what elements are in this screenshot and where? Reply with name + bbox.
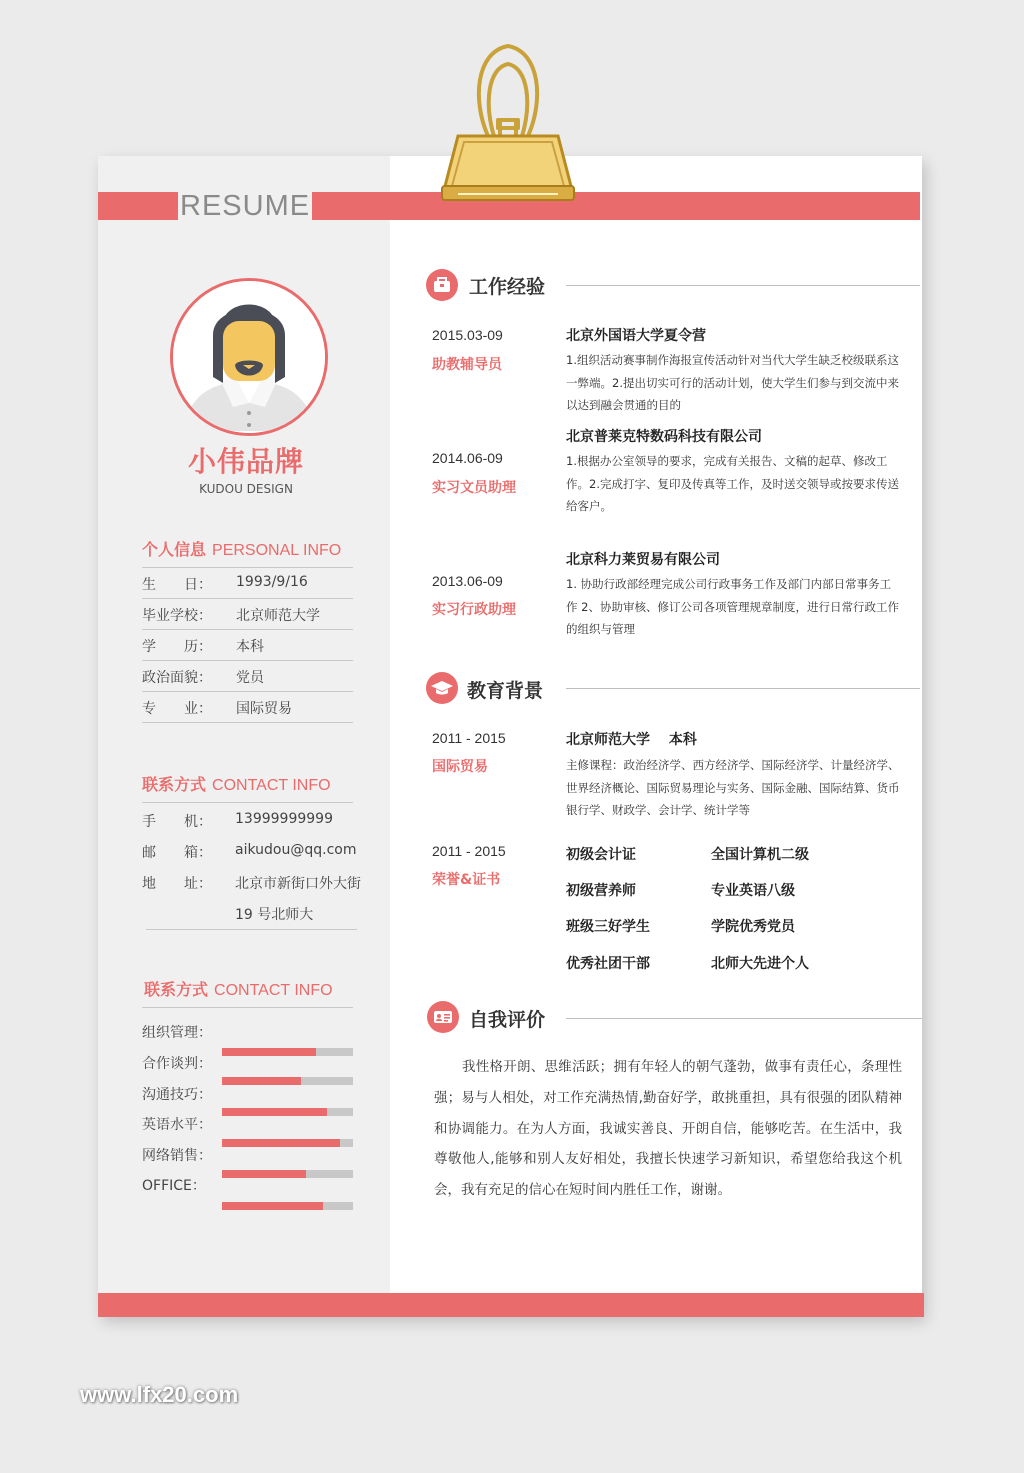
- info-row-birthday: [142, 568, 353, 599]
- skill-label: 网络销售：: [142, 1148, 212, 1164]
- skill-bar: [222, 1139, 353, 1147]
- self-evaluation-rule: [566, 1018, 922, 1019]
- header-accent-bar-right: [312, 192, 920, 220]
- info-value: 北京师范大学: [236, 608, 320, 624]
- skill-bar-fill: [222, 1048, 316, 1056]
- contact-info-heading: [142, 772, 331, 795]
- contact-key: 邮 箱：: [142, 845, 212, 861]
- work-title-rule: [566, 285, 920, 286]
- work-date: 2013.06-09: [432, 573, 503, 589]
- skill-bar: [222, 1048, 353, 1056]
- info-key: 专 业：: [142, 701, 212, 717]
- skill-label: 沟通技巧：: [142, 1087, 212, 1103]
- skill-label: 合作谈判：: [142, 1056, 212, 1072]
- info-value: 党员: [236, 670, 264, 686]
- education-date: 2011 - 2015: [432, 730, 506, 746]
- binder-clip-icon: [438, 40, 578, 212]
- contact-info-rule: [142, 802, 353, 803]
- honor-date: 2011 - 2015: [432, 843, 506, 859]
- contact-key: 地 址：: [142, 876, 212, 892]
- work-company: 北京外国语大学夏令营: [566, 328, 706, 344]
- education-title-rule: [566, 688, 920, 689]
- work-date: 2014.06-09: [432, 450, 503, 466]
- skill-bar-fill: [222, 1077, 301, 1085]
- avatar: [170, 278, 328, 436]
- contact-address-value: 北京市新街口外大街: [235, 876, 361, 892]
- info-row-political: [142, 661, 353, 692]
- cert-item: 初级会计证: [566, 847, 636, 863]
- avatar-illustration-icon: [173, 281, 325, 433]
- work-role: 助教辅导员: [432, 357, 502, 373]
- info-key: 毕业学校：: [142, 608, 212, 624]
- education-major: 国际贸易: [432, 759, 488, 775]
- info-row-major: [142, 692, 353, 723]
- work-title: 工作经验: [469, 276, 546, 298]
- site-watermark: www.lfx20.com: [80, 1382, 239, 1407]
- skill-bar: [222, 1108, 353, 1116]
- cert-item: 学院优秀党员: [711, 919, 795, 935]
- skill-label: 组织管理：: [142, 1025, 212, 1041]
- skills-title-en: CONTACT INFO: [214, 982, 333, 999]
- contact-info-title-cn: 联系方式: [142, 775, 207, 794]
- brand-subtitle: KUDOU DESIGN: [199, 482, 293, 496]
- skill-bar: [222, 1077, 353, 1085]
- cert-item: 班级三好学生: [566, 919, 650, 935]
- graduation-cap-icon: [426, 672, 458, 704]
- personal-info-title-cn: 个人信息: [142, 540, 207, 559]
- cert-item: 北师大先进个人: [711, 956, 809, 972]
- self-evaluation-title: 自我评价: [469, 1009, 546, 1031]
- skills-heading: [144, 977, 333, 1000]
- skills-title-cn: 联系方式: [144, 980, 209, 999]
- work-description: 1. 协助行政部经理完成公司行政事务工作及部门内部日常事务工作 2、协助审核、修订公司各项管理规章制度，进行日常行政工作的组织与管理: [566, 577, 899, 636]
- info-key: 学 历：: [142, 639, 212, 655]
- info-value: 1993/9/16: [236, 574, 308, 590]
- honor-label: 荣誉&证书: [432, 872, 501, 888]
- work-date: 2015.03-09: [432, 327, 503, 343]
- cert-item: 专业英语八级: [711, 883, 795, 899]
- cert-item: 优秀社团干部: [566, 956, 650, 972]
- work-description: 1.组织活动赛事制作海报宣传活动针对当代大学生缺乏校级联系这一弊端。2.提出切实可行的活动计划，使大学生们参与到交流中来以达到融会贯通的目的: [566, 353, 899, 412]
- skill-label: OFFICE：: [142, 1178, 206, 1194]
- info-key: 政治面貌：: [142, 670, 212, 686]
- info-key: 生 日：: [142, 577, 212, 593]
- info-row-school: [142, 599, 353, 630]
- personal-info-title-en: PERSONAL INFO: [212, 542, 342, 559]
- work-role: 实习行政助理: [432, 602, 516, 618]
- contact-key: 手 机：: [142, 814, 212, 830]
- work-company: 北京科力莱贸易有限公司: [566, 552, 720, 568]
- skill-label: 英语水平：: [142, 1117, 212, 1133]
- id-card-icon: [427, 1001, 459, 1033]
- skill-bar: [222, 1202, 353, 1210]
- skill-bar-fill: [222, 1108, 327, 1116]
- resume-heading: RESUME: [180, 190, 311, 222]
- info-value: 国际贸易: [236, 701, 292, 717]
- contact-phone-value: 13999999999: [235, 811, 333, 827]
- contact-info-bottom-rule: [146, 929, 357, 930]
- skills-rule: [142, 1007, 353, 1008]
- contact-address-line2: 19 号北师大: [235, 907, 314, 923]
- briefcase-icon: [426, 269, 458, 301]
- work-company: 北京普莱克特数码科技有限公司: [566, 429, 762, 445]
- brand-name: 小伟品牌: [187, 445, 304, 478]
- education-school: 北京师范大学 本科: [566, 732, 697, 748]
- skill-bar-fill: [222, 1139, 340, 1147]
- work-description: 1.根据办公室领导的要求，完成有关报告、文稿的起草、修改工作。2.完成打字、复印及传真等工作，及时送交领导或按要求传送给客户。: [566, 454, 899, 513]
- cert-item: 初级营养师: [566, 883, 636, 899]
- skill-bar-fill: [222, 1170, 306, 1178]
- personal-info-heading: [142, 537, 341, 560]
- info-row-degree: [142, 630, 353, 661]
- cert-item: 全国计算机二级: [711, 847, 809, 863]
- education-courses: 主修课程：政治经济学、西方经济学、国际经济学、计量经济学、世界经济概论、国际贸易理论与实务、国际金融、国际结算、货币银行学、财政学、会计学、统计学等: [566, 758, 900, 817]
- education-title: 教育背景: [467, 680, 544, 702]
- skill-bar: [222, 1170, 353, 1178]
- header-accent-bar-left: [98, 192, 178, 220]
- contact-email-value: aikudou@qq.com: [235, 842, 357, 858]
- footer-accent-bar: [98, 1293, 924, 1317]
- info-value: 本科: [236, 639, 264, 655]
- contact-info-title-en: CONTACT INFO: [212, 777, 331, 794]
- self-evaluation-text: 我性格开朗、思维活跃；拥有年轻人的朝气蓬勃，做事有责任心，条理性强；易与人相处，对工作充满热情,勤奋好学，敢挑重担，具有很强的团队精神和协调能力。在为人方面，我诚实善良、开朗自信，能够吃苦。在生活中，我尊敬他人,能够和别人友好相处，我擅长快速学习新知识，希望您给我这个机会，我有充足的信心在短时间内胜任工作，谢谢。: [434, 1059, 902, 1199]
- work-role: 实习文员助理: [432, 480, 516, 496]
- skill-bar-fill: [222, 1202, 323, 1210]
